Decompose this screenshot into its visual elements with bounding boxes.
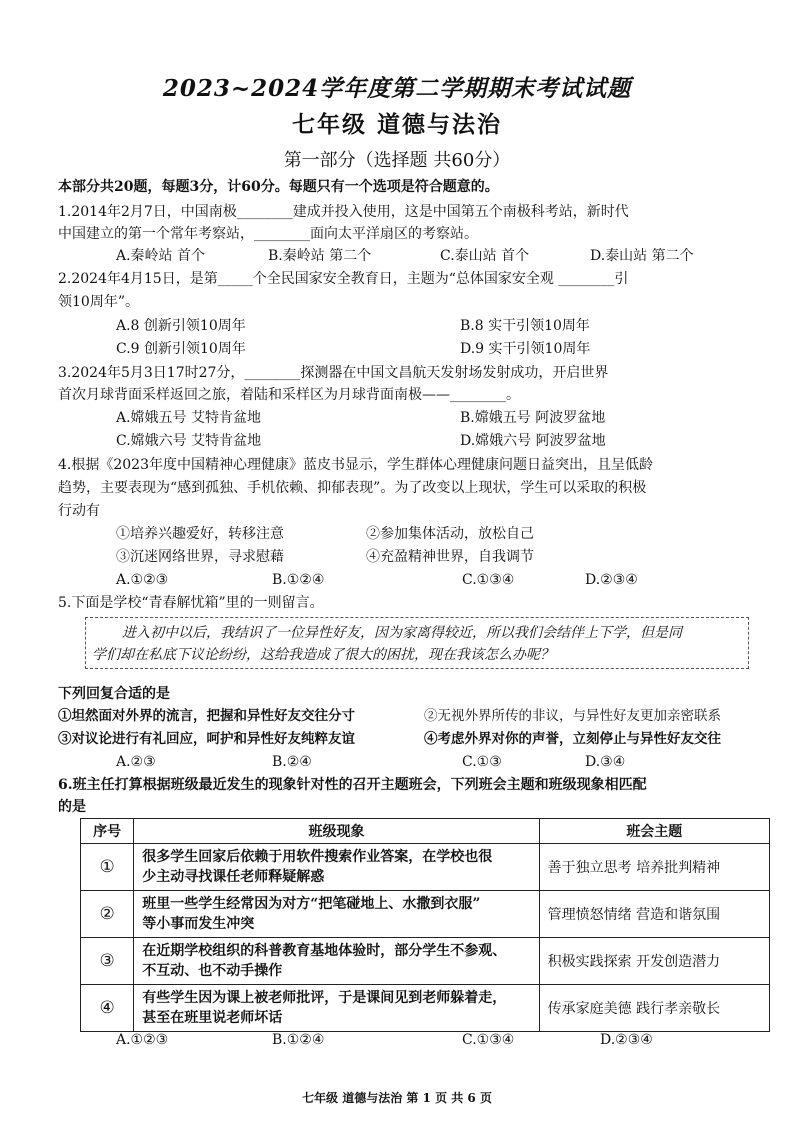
q6-stem-line2: 的是 xyxy=(58,799,86,815)
q5-item-3: ③对议论进行有礼回应，呵护和异性好友纯粹友谊 xyxy=(58,731,355,747)
table-header-row xyxy=(81,819,770,844)
q5-item-1: ①坦然面对外界的流言，把握和异性好友交往分寸 xyxy=(58,708,355,724)
q3-option-a[interactable]: A.嫦娥五号 艾特肯盆地 xyxy=(116,410,262,426)
row-phenomenon-line1: 在近期学校组织的科普教育基地体验时，部分学生不参观、 xyxy=(142,943,507,959)
q3-option-c[interactable]: C.嫦娥六号 艾特肯盆地 xyxy=(116,433,262,449)
q4-option-c[interactable]: C.①③④ xyxy=(462,572,515,588)
q6-option-a[interactable]: A.①②③ xyxy=(116,1032,169,1048)
q3-stem-line2: 首次月球背面采样返回之旅，着陆和采样区为月球背面南极——________。 xyxy=(58,387,520,403)
row-phenomenon-line1: 有些学生因为课上被老师批评，于是课间见到老师躲着走， xyxy=(142,990,507,1006)
q6-option-b[interactable]: B.①②④ xyxy=(272,1032,325,1048)
q2-option-d[interactable]: D.9 实干引领10周年 xyxy=(460,341,591,357)
table-row xyxy=(81,844,770,891)
row-phenomenon xyxy=(134,938,539,985)
col-header-phenomenon: 班级现象 xyxy=(134,819,539,844)
q5-message-line1: 进入初中以后，我结识了一位异性好友，因为家离得较近，所以我们会结伴上下学，但是同 xyxy=(122,625,682,641)
q4-option-a[interactable]: A.①②③ xyxy=(116,572,169,588)
col-header-num: 序号 xyxy=(81,819,134,844)
row-phenomenon-line2: 甚至在班里说老师坏话 xyxy=(142,1010,283,1026)
table-row xyxy=(81,938,770,985)
q1-stem-line2: 中国建立的第一个常年考察站，________面向太平洋扇区的考察站。 xyxy=(58,226,478,242)
row-phenomenon xyxy=(134,985,539,1032)
q5-item-4: ④考虑外界对你的声誉，立刻停止与异性好友交往 xyxy=(424,731,721,747)
page-footer: 七年级 道德与法治 第 1 页 共 6 页 xyxy=(302,1091,492,1105)
q3-option-d[interactable]: D.嫦娥六号 阿波罗盆地 xyxy=(460,433,606,449)
q2-stem-line2: 领10周年”。 xyxy=(58,294,139,310)
row-theme: 传承家庭美德 践行孝亲敬长 xyxy=(539,985,769,1032)
q4-stem-line1: 4.根据《2023年度中国精神心理健康》蓝皮书显示，学生群体心理健康问题日益突出，且呈低龄 xyxy=(58,457,653,473)
q2-option-c[interactable]: C.9 创新引领10周年 xyxy=(116,341,246,357)
table-row xyxy=(81,985,770,1032)
row-theme: 管理愤怒情绪 营造和谐氛围 xyxy=(539,891,769,938)
section-heading: 第一部分（选择题 共60分） xyxy=(283,150,511,171)
q4-stem-line3: 行动有 xyxy=(58,503,100,519)
q5-option-b[interactable]: B.②④ xyxy=(272,754,312,770)
q2-stem-line1: 2.2024年4月15日，是第_____个全民国家安全教育日，主题为“总体国家安全观 ________引 xyxy=(58,271,629,287)
row-phenomenon-line1: 很多学生回家后依赖于用软件搜索作业答案，在学校也很 xyxy=(142,849,493,865)
col-header-theme: 班会主题 xyxy=(539,819,769,844)
q5-item-2: ②无视外界所传的非议，与异性好友更加亲密联系 xyxy=(424,708,721,724)
q3-option-b[interactable]: B.嫦娥五号 阿波罗盆地 xyxy=(460,410,606,426)
row-num: ② xyxy=(81,891,134,938)
exam-title: 2023~2024学年度第二学期期末考试试题 xyxy=(162,75,632,102)
q2-option-b[interactable]: B.8 实干引领10周年 xyxy=(460,318,590,334)
q5-stem: 5.下面是学校“青春解忧箱”里的一则留言。 xyxy=(58,595,324,611)
q3-stem-line1: 3.2024年5月3日17时27分，________探测器在中国文昌航天发射场发射成功，开启世界 xyxy=(58,365,609,381)
q4-item-1: ①培养兴趣爱好，转移注意 xyxy=(116,526,284,542)
q5-option-d[interactable]: D.③④ xyxy=(585,754,626,770)
q4-stem-line2: 趋势，主要表现为“感到孤独、手机依赖、抑郁表现”。为了改变以上现状，学生可以采取的积极 xyxy=(58,480,647,496)
row-theme: 善于独立思考 培养批判精神 xyxy=(539,844,769,891)
q5-option-c[interactable]: C.①③ xyxy=(462,754,502,770)
instructions: 本部分共20题，每题3分，计60分。每题只有一个选项是符合题意的。 xyxy=(58,179,499,195)
row-num: ④ xyxy=(81,985,134,1032)
q4-item-4: ④充盈精神世界，自我调节 xyxy=(366,549,534,565)
exam-subject: 七年级 道德与法治 xyxy=(291,111,502,138)
row-num: ① xyxy=(81,844,134,891)
table-row xyxy=(81,891,770,938)
q5-message-line2: 学们却在私底下议论纷纷，这给我造成了很大的困扰，现在我该怎么办呢？ xyxy=(92,647,554,663)
q4-item-3: ③沉迷网络世界，寻求慰藉 xyxy=(116,549,284,565)
q1-option-d[interactable]: D.泰山站 第二个 xyxy=(590,248,694,264)
q6-option-d[interactable]: D.②③④ xyxy=(600,1032,653,1048)
row-theme: 积极实践探索 开发创造潜力 xyxy=(539,938,769,985)
row-phenomenon xyxy=(134,891,539,938)
q1-option-c[interactable]: C.泰山站 首个 xyxy=(440,248,530,264)
q5-option-a[interactable]: A.②③ xyxy=(116,754,156,770)
q1-stem-line1: 1.2014年2月7日，中国南极________建成并投入使用，这是中国第五个南极科考站，新时代 xyxy=(58,204,629,220)
q2-option-a[interactable]: A.8 创新引领10周年 xyxy=(116,318,246,334)
row-phenomenon-line2: 不互动、也不动手操作 xyxy=(142,963,283,979)
q4-option-d[interactable]: D.②③④ xyxy=(585,572,638,588)
q1-option-a[interactable]: A.秦岭站 首个 xyxy=(116,248,206,264)
row-phenomenon xyxy=(134,844,539,891)
row-num: ③ xyxy=(81,938,134,985)
q5-prompt: 下列回复合适的是 xyxy=(58,686,170,702)
q6-table xyxy=(80,818,770,1032)
q4-option-b[interactable]: B.①②④ xyxy=(272,572,325,588)
row-phenomenon-line2: 少主动寻找课任老师释疑解惑 xyxy=(142,869,325,885)
q1-option-b[interactable]: B.秦岭站 第二个 xyxy=(268,248,372,264)
q5-message-box xyxy=(85,617,749,669)
q6-stem-line1: 6.班主任打算根据班级最近发生的现象针对性的召开主题班会，下列班会主题和班级现象相匹配 xyxy=(58,777,647,793)
q4-item-2: ②参加集体活动，放松自己 xyxy=(366,526,534,542)
row-phenomenon-line1: 班里一些学生经常因为对方“把笔碰地上、水撒到衣服” xyxy=(142,896,481,912)
row-phenomenon-line2: 等小事而发生冲突 xyxy=(142,916,255,932)
q6-option-c[interactable]: C.①③④ xyxy=(462,1032,515,1048)
